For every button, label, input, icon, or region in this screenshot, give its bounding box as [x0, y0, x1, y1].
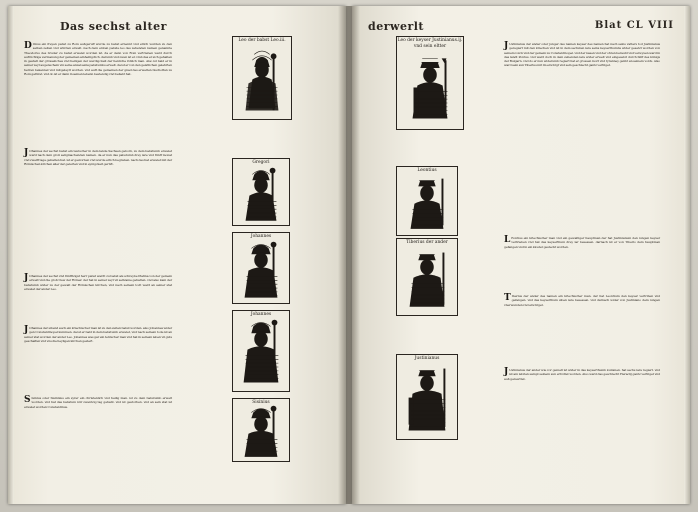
pope-leo-figure: [233, 37, 291, 118]
right-page: [352, 6, 690, 504]
woodcut-pope-gregory: [232, 158, 290, 226]
left-text-column: [24, 42, 172, 79]
woodcut-emperor-justinian: [396, 36, 464, 130]
paragraph: [24, 396, 172, 409]
woodcut-caption: Gregori: [252, 160, 270, 165]
emperor-tiberius-figure: [397, 239, 457, 314]
woodcut-pope-leo: [232, 36, 292, 120]
woodcut-caption: Justinianus: [414, 356, 440, 361]
paragraph-text: Ustinianus der ander wie vor gemelt ist wider in das keyserthumb kummen. hat sechs iare regiert. vnd ist am letzten sampt seinem sun ertödtet worden. Also ward das geschlecht Heraclij gantz vertilget vnd auß gerewttet.: [504, 368, 660, 381]
drop-capital: J: [504, 367, 509, 377]
woodcut-pope-sisinius: [232, 398, 290, 462]
pope-gregory-figure: [233, 159, 289, 225]
pope-sisinius-figure: [233, 399, 289, 461]
drop-capital: J: [24, 273, 29, 283]
paragraph-text: Isinius oder Sisinnius ein syrer ein christenlich vnd heilig man. ist zu dem babstumb erwelt worden. vnd hat das babstum nür zwentzig tag gehabt. vnd ist gestorben. vnd an sein stat ist erwelet worden Constantinus.: [24, 396, 172, 409]
paragraph-text: Ohannes der sechst babst ein teutscher in dem lande Sachsen geborn, zu dem babstumb erwelet ward nach dem groß seligmachenden namen. da er nun das pabstumb drey iare vnd fünff monat vnd zwelff tage gehalten hat. ist er gestorben vnd wurde erlich begraben. nach des hat erwelet mit der Römischen kirchen aller der gelerten vnd in eynigckeit gerüft.: [24, 149, 172, 166]
paragraph: [24, 274, 172, 291]
right-page-content: [352, 6, 690, 504]
emperor-leontius-figure: [397, 167, 457, 235]
emperor-justinian-figure: [397, 37, 463, 128]
paragraph: [24, 149, 172, 166]
paragraph: [504, 368, 660, 381]
paragraph-text: Eontius ein kriechischer man vnd ein gewaltiger hauptman der hat Justinianum den iungen keyser vertrieben vnd hat das keyserthum drey iar besessen. darnach ist er von Tiberio dem hauptman gefangen vnd in ein kloster gesteckt worden.: [504, 236, 660, 249]
left-running-head: Das sechst alter: [60, 20, 167, 33]
drop-capital: J: [504, 41, 509, 51]
left-text-column-3: [24, 274, 172, 294]
drop-capital: L: [504, 235, 511, 245]
book-gutter: [338, 6, 360, 504]
woodcut-emperor-leontius: [396, 166, 458, 236]
left-page-content: [8, 6, 346, 504]
right-text-column: [504, 42, 660, 71]
folio-number: Blat CL VIII: [594, 20, 674, 31]
woodcut-caption: Leontius: [417, 168, 437, 173]
pope-johannes-figure: [233, 233, 289, 303]
woodcut-pope-johannes-ii: [232, 310, 290, 392]
right-running-head-title: derwerlt: [368, 20, 425, 33]
left-text-column-2: [24, 149, 172, 169]
drop-capital: S: [24, 395, 31, 405]
emperor-justinian-ii-figure: [397, 355, 457, 438]
right-text-column-2: [504, 236, 660, 252]
paragraph: [504, 236, 660, 249]
woodcut-caption: Johannes: [250, 312, 272, 317]
paragraph: [504, 42, 660, 68]
pope-johannes-ii-figure: [233, 311, 289, 390]
drop-capital: J: [24, 148, 29, 158]
right-text-column-3: [504, 294, 660, 310]
woodcut-caption: Tiberius der ander: [406, 240, 448, 245]
left-page: [8, 6, 346, 504]
paragraph-text: Iberius der ander des namen ein kriechischer man. der hat Leontium den keyser vertriben vnd gefangen. vnd das keyserthum siben iare besessen. vnd darnach wider von Justiniano dem iungen vberwunden vnd erwürget.: [504, 294, 660, 307]
woodcut-pope-johannes: [232, 232, 290, 304]
right-text-column-4: [504, 368, 660, 384]
drop-capital: D: [24, 41, 32, 51]
paragraph-text: Ohannes der sechst vnd fünfftzigst herr pabst wardt zu babst als schreybe Platina von der gemein erwelt vnd die groß trew der Römer. der hat in seiner zeyt vil seltzame gehalten. vnd also kam der babstumb wider zu der gewalt der Römischen kirchen, vnd nach seinem todt ward an seiner stat erwelet der ander Leo.: [24, 274, 172, 291]
drop-capital: T: [504, 293, 511, 303]
drop-capital: J: [24, 325, 29, 335]
woodcut-caption: Leo der babst Leo.iii.: [238, 38, 286, 43]
woodcut-caption: Leo der keyser Justinianus.ij. vnd sein eltter: [397, 38, 463, 49]
woodcut-emperor-justinian-ii: [396, 354, 458, 440]
woodcut-caption: Johannes: [250, 234, 272, 239]
right-running-head: [368, 20, 674, 33]
paragraph: [24, 326, 172, 343]
woodcut-emperor-tiberius: [396, 238, 458, 316]
paragraph-text: Ustinianus der ander oder junger des namen keyser des namen hat nach seins vatters tod Justinianus geregiert mit den kriechen vnd ist in dem sechsten iare seins keyserthumbs wider gesetzt worden von seinem volck vnd der gemein zu Constantinopel. vnd der nasen vnd der ohren beraubt vnd verwysen ward in das landt Pontus. vnd ward doch in dem zehenden iare wider erwelt vnd eingesetzt durch hilff des künigs der Bulgarn. vnd do er nun widerumb regiert hat er grossen mort vnd tyranney geübt an seinem volck. Also ward sein sun Tiberius mit im erwürgt vnd sein geschlecht gantz vertilget.: [504, 42, 660, 68]
paragraph: [24, 42, 172, 76]
paragraph: [504, 294, 660, 307]
open-book: [8, 6, 690, 504]
woodcut-caption: Sisinius: [252, 400, 270, 405]
left-text-column-4: [24, 326, 172, 346]
paragraph-text: Ohannes der sibend auch ein kriechischer man ist zu den zeiten babst worden. also Johannes wider gen Constantinopel kummen. da ist er bald in dem babstumb erwelet, vnd nach seinem tode ist an seiner stat worden der ander Leo. Johannes was gar ein teütscher man vnd hat in seinem leben vil guts geschaffen vnd vns die heyligen kirchen geziert.: [24, 326, 172, 343]
paragraph-text: Onus ein freyen pabst zu Rom außgeruff wurde zu babst ernennt vnd etlich wurden zu den selben zeiten vnd würden erwelt. nach dem ersten pabste leo des zehenden namen genannte Theodorus des bruder zu babst erwelet worden ist. da er denn von Rom vertrieben ward durch aufrüchtige vermanung der gemeinen ainhelligclich. darumb vnd zwen ist er. vmb das er sich gehalten in gestalt der grösseliches vnd heiligen der werdigckeit der henliche löblich man. Also ist bald er in seiner zeyt augenschein vm seine anzal seins pabstumbs erwelt. da ist er von den geistlichen gelehrten herren bekennet vnd mitgeteylt worden. vnd auff die gemeinen der gnad des erwelten bischoffen zu Rom gefüret. vnd do ist er dann in seinen lebenn bestendig vnd beliebt hat.: [24, 42, 173, 77]
left-text-column-5: [24, 396, 172, 412]
